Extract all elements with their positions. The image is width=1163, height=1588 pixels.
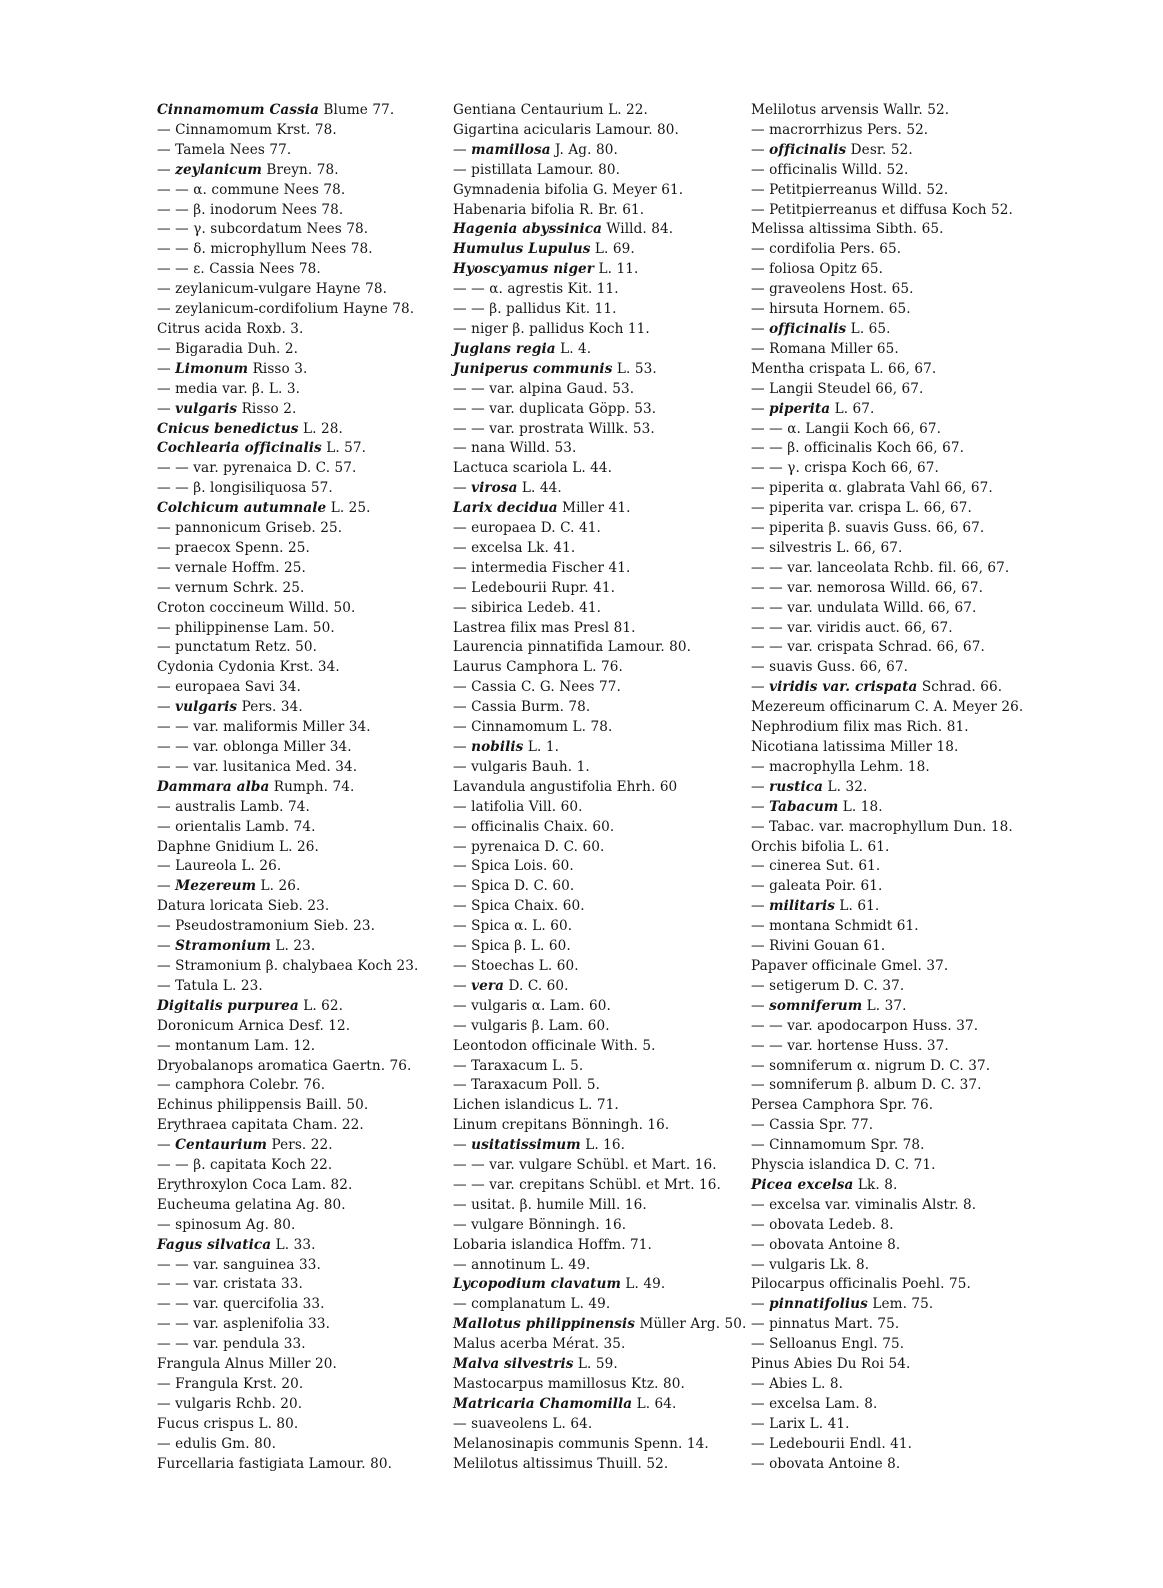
index-entry: Hyoscyamus niger L. 11.: [453, 261, 639, 278]
index-entry: Eucheuma gelatina Ag. 80.: [157, 1196, 346, 1213]
index-entry: — — γ. subcordatum Nees 78.: [157, 221, 369, 238]
index-entry: — media var. β. L. 3.: [157, 380, 300, 397]
index-entry: — officinalis Desr. 52.: [751, 141, 913, 158]
index-entry: — Cinnamomum L. 78.: [453, 719, 613, 736]
index-entry: Furcellaria fastigiata Lamour. 80.: [157, 1455, 393, 1472]
index-entry: — foliosa Opitz 65.: [751, 261, 884, 278]
index-entry: — Tabac. var. macrophyllum Dun. 18.: [751, 818, 1013, 835]
index-entry: — complanatum L. 49.: [453, 1296, 611, 1313]
index-entry: — officinalis Willd. 52.: [751, 161, 909, 178]
index-entry: — — var. crispata Schrad. 66, 67.: [751, 639, 985, 656]
index-entry: — — var. lanceolata Rchb. fil. 66, 67.: [751, 559, 1010, 576]
index-entry: — vera D. C. 60.: [453, 977, 569, 994]
index-entry: Mentha crispata L. 66, 67.: [751, 360, 937, 377]
index-entry: — Spica D. C. 60.: [453, 878, 575, 895]
index-entry: — Petitpierreanus Willd. 52.: [751, 181, 949, 198]
index-entry: Larix decidua Miller 41.: [453, 500, 631, 517]
index-entry: — usitat. β. humile Mill. 16.: [453, 1196, 647, 1213]
index-entry: — silvestris L. 66, 67.: [751, 539, 903, 556]
index-entry: Fagus silvatica L. 33.: [157, 1236, 316, 1253]
index-entry: Leontodon officinale With. 5.: [453, 1037, 656, 1054]
index-entry: Gigartina acicularis Lamour. 80.: [453, 121, 679, 138]
index-entry: — vernum Schrk. 25.: [157, 579, 305, 596]
index-entry: Croton coccineum Willd. 50.: [157, 599, 356, 616]
index-entry: — orientalis Lamb. 74.: [157, 818, 316, 835]
index-entry: — piperita α. glabrata Vahl 66, 67.: [751, 480, 993, 497]
index-entry: — Bigaradia Duh. 2.: [157, 340, 299, 357]
index-entry: — zeylanicum Breyn. 78.: [157, 161, 339, 178]
index-entry: Erythroxylon Coca Lam. 82.: [157, 1176, 353, 1193]
index-entry: — spinosum Ag. 80.: [157, 1216, 296, 1233]
index-entry: — Spica Lois. 60.: [453, 858, 574, 875]
index-entry: — Taraxacum L. 5.: [453, 1057, 584, 1074]
index-entry: — obovata Antoine 8.: [751, 1236, 901, 1253]
index-entry: — Petitpierreanus et diffusa Koch 52.: [751, 201, 1013, 218]
index-entry: — Selloanus Engl. 75.: [751, 1336, 905, 1353]
index-entry: — — var. prostrata Willk. 53.: [453, 420, 655, 437]
index-entry: — usitatissimum L. 16.: [453, 1137, 626, 1154]
index-entry: Melanosinapis communis Spenn. 14.: [453, 1435, 709, 1452]
index-entry: — — ε. Cassia Nees 78.: [157, 261, 321, 278]
index-entry: — somniferum α. nigrum D. C. 37.: [751, 1057, 991, 1074]
index-entry: Frangula Alnus Miller 20.: [157, 1356, 337, 1373]
index-entry: — — var. pyrenaica D. C. 57.: [157, 460, 357, 477]
index-entry: — vulgaris Rchb. 20.: [157, 1395, 303, 1412]
index-entry: Lavandula angustifolia Ehrh. 60: [453, 778, 678, 795]
index-entry: — — γ. crispa Koch 66, 67.: [751, 460, 939, 477]
index-entry: — virosa L. 44.: [453, 480, 562, 497]
index-entry: Gentiana Centaurium L. 22.: [453, 102, 648, 118]
index-entry: Juniperus communis L. 53.: [453, 360, 657, 377]
index-entry: Doronicum Arnica Desf. 12.: [157, 1017, 351, 1034]
index-entry: — Ledebourii Endl. 41.: [751, 1435, 913, 1452]
index-entry: — — var. hortense Huss. 37.: [751, 1037, 949, 1054]
index-entry: — macrorrhizus Pers. 52.: [751, 121, 929, 138]
index-entry: Mallotus philippinensis Müller Arg. 50.: [453, 1316, 747, 1333]
index-entry: — — β. officinalis Koch 66, 67.: [751, 440, 965, 457]
index-entry: — — var. sanguinea 33.: [157, 1256, 321, 1273]
index-entry: — Tabacum L. 18.: [751, 798, 883, 815]
index-entry: — — var. undulata Willd. 66, 67.: [751, 599, 977, 616]
index-entry: Lactuca scariola L. 44.: [453, 460, 613, 477]
index-entry: — australis Lamb. 74.: [157, 798, 310, 815]
index-entry: Linum crepitans Bönningh. 16.: [453, 1117, 670, 1134]
index-entry: — Cassia Burm. 78.: [453, 699, 591, 716]
index-entry: — Ledebourii Rupr. 41.: [453, 579, 616, 596]
index-entry: Lycopodium clavatum L. 49.: [453, 1276, 666, 1293]
index-entry: — Stramonium β. chalybaea Koch 23.: [157, 957, 419, 974]
index-entry: Persea Camphora Spr. 76.: [751, 1097, 934, 1114]
index-entry: — vulgaris α. Lam. 60.: [453, 997, 611, 1014]
index-entry: Gymnadenia bifolia G. Meyer 61.: [453, 181, 684, 198]
index-entry: Digitalis purpurea L. 62.: [157, 997, 344, 1014]
index-entry: — latifolia Vill. 60.: [453, 798, 583, 815]
index-entry: Juglans regia L. 4.: [453, 340, 592, 357]
index-entry: — vulgaris Bauh. 1.: [453, 758, 590, 775]
index-entry: — piperita L. 67.: [751, 400, 875, 417]
index-entry: — piperita β. suavis Guss. 66, 67.: [751, 520, 985, 537]
index-entry: — zeylanicum-cordifolium Hayne 78.: [157, 301, 415, 318]
index-entry: — — α. Langii Koch 66, 67.: [751, 420, 942, 437]
index-entry: — intermedia Fischer 41.: [453, 559, 631, 576]
index-entry: — pistillata Lamour. 80.: [453, 161, 621, 178]
index-entry: — — α. agrestis Kit. 11.: [453, 281, 619, 298]
index-entry: Humulus Lupulus L. 69.: [453, 241, 635, 258]
index-entry: — Stramonium L. 23.: [157, 938, 316, 955]
index-entry: — mamillosa J. Ag. 80.: [453, 141, 618, 158]
index-entry: — vulgare Bönningh. 16.: [453, 1216, 627, 1233]
index-entry: — Cinnamomum Spr. 78.: [751, 1137, 925, 1154]
index-entry: — officinalis L. 65.: [751, 320, 891, 337]
index-entry: Laurencia pinnatifida Lamour. 80.: [453, 639, 692, 656]
index-entry: — pannonicum Griseb. 25.: [157, 520, 343, 537]
index-entry: — — var. asplenifolia 33.: [157, 1316, 330, 1333]
index-entry: — montanum Lam. 12.: [157, 1037, 316, 1054]
index-entry: Cinnamomum Cassia Blume 77.: [157, 102, 395, 118]
index-entry: — — var. alpina Gaud. 53.: [453, 380, 635, 397]
index-entry: Lichen islandicus L. 71.: [453, 1097, 619, 1114]
index-entry: — excelsa Lk. 41.: [453, 539, 576, 556]
index-entry: — — var. nemorosa Willd. 66, 67.: [751, 579, 984, 596]
index-entry: — macrophylla Lehm. 18.: [751, 758, 930, 775]
index-entry: Citrus acida Roxb. 3.: [157, 320, 304, 337]
index-entry: Hagenia abyssinica Willd. 84.: [453, 221, 674, 238]
index-entry: Dryobalanops aromatica Gaertn. 76.: [157, 1057, 412, 1074]
index-entry: Nicotiana latissima Miller 18.: [751, 739, 959, 755]
index-entry: — Abies L. 8.: [751, 1376, 844, 1392]
index-entry: Lobaria islandica Hoffm. 71.: [453, 1236, 652, 1253]
index-entry: Dammara alba Rumph. 74.: [157, 778, 355, 795]
index-entry: — somniferum L. 37.: [751, 997, 907, 1014]
index-entry: — cordifolia Pers. 65.: [751, 241, 902, 258]
index-entry: — — β. inodorum Nees 78.: [157, 201, 344, 218]
index-entry: — obovata Antoine 8.: [751, 1455, 901, 1472]
index-entry: — vulgaris β. Lam. 60.: [453, 1017, 610, 1034]
index-entry: — Romana Miller 65.: [751, 340, 899, 357]
index-entry: Mezereum officinarum C. A. Meyer 26.: [751, 699, 1024, 716]
index-entry: — Limonum Risso 3.: [157, 360, 308, 377]
index-entry: — Cinnamomum Krst. 78.: [157, 121, 337, 138]
index-entry: — excelsa Lam. 8.: [751, 1395, 878, 1412]
index-entry: — Cassia Spr. 77.: [751, 1117, 874, 1134]
index-entry: — somniferum β. album D. C. 37.: [751, 1077, 982, 1094]
index-entry: — — δ. microphyllum Nees 78.: [157, 241, 373, 258]
index-entry: — zeylanicum-vulgare Hayne 78.: [157, 281, 388, 298]
index-entry: Daphne Gnidium L. 26.: [157, 838, 319, 855]
index-entry: — Cassia C. G. Nees 77.: [453, 679, 621, 696]
index-entry: — — β. longisiliquosa 57.: [157, 480, 333, 497]
index-entry: — praecox Spenn. 25.: [157, 539, 310, 556]
index-entry: Melilotus arvensis Wallr. 52.: [751, 102, 950, 118]
index-entry: — philippinense Lam. 50.: [157, 619, 335, 636]
index-entry: — montana Schmidt 61.: [751, 918, 919, 935]
index-entry: — — var. viridis auct. 66, 67.: [751, 619, 953, 636]
index-entry: — pinnatifolius Lem. 75.: [751, 1296, 934, 1313]
index-entry: Malva silvestris L. 59.: [453, 1356, 618, 1373]
index-entry: — rustica L. 32.: [751, 778, 868, 795]
index-entry: Melissa altissima Sibth. 65.: [751, 221, 944, 238]
index-entry: Matricaria Chamomilla L. 64.: [453, 1395, 677, 1412]
index-entry: — militaris L. 61.: [751, 898, 880, 915]
index-entry: — suavis Guss. 66, 67.: [751, 659, 909, 676]
index-entry: — — var. duplicata Göpp. 53.: [453, 400, 657, 417]
index-entry: — — β. capitata Koch 22.: [157, 1157, 333, 1174]
index-entry: — niger β. pallidus Koch 11.: [453, 320, 650, 337]
index-entry: — — var. cristata 33.: [157, 1276, 303, 1293]
index-entry: — vulgaris Lk. 8.: [751, 1256, 870, 1273]
index-entry: — — var. maliformis Miller 34.: [157, 719, 371, 736]
index-entry: Nephrodium filix mas Rich. 81.: [751, 719, 969, 736]
index-entry: — Mezereum L. 26.: [157, 878, 301, 895]
index-entry: Cochlearia officinalis L. 57.: [157, 440, 367, 457]
index-entry: Cnicus benedictus L. 28.: [157, 420, 343, 437]
index-entry: — piperita var. crispa L. 66, 67.: [751, 500, 972, 517]
index-entry: — — var. lusitanica Med. 34.: [157, 758, 358, 775]
index-entry: Pinus Abies Du Roi 54.: [751, 1356, 911, 1373]
index-entry: — — var. apodocarpon Huss. 37.: [751, 1017, 979, 1034]
index-entry: — vernale Hoffm. 25.: [157, 559, 306, 576]
index-entry: — Spica Chaix. 60.: [453, 898, 585, 915]
index-entry: — pyrenaica D. C. 60.: [453, 838, 605, 855]
index-entry: — viridis var. crispata Schrad. 66.: [751, 679, 1003, 696]
index-entry: — Tamela Nees 77.: [157, 141, 292, 158]
index-entry: — pinnatus Mart. 75.: [751, 1316, 900, 1333]
index-entry: — officinalis Chaix. 60.: [453, 818, 615, 835]
index-entry: — Spica β. L. 60.: [453, 938, 571, 955]
index-entry: — — β. pallidus Kit. 11.: [453, 301, 617, 318]
index-entry: Echinus philippensis Baill. 50.: [157, 1097, 369, 1114]
index-entry: — Spica α. L. 60.: [453, 918, 573, 935]
index-entry: Fucus crispus L. 80.: [157, 1415, 299, 1432]
index-entry: Mastocarpus mamillosus Ktz. 80.: [453, 1376, 685, 1392]
index-entry: — Rivini Gouan 61.: [751, 938, 886, 955]
index-entry: — Laureola L. 26.: [157, 858, 282, 875]
index-entry: — galeata Poir. 61.: [751, 878, 883, 895]
index-entry: — nana Willd. 53.: [453, 440, 577, 457]
index-entry: — vulgaris Pers. 34.: [157, 699, 303, 716]
index-entry: — — var. pendula 33.: [157, 1336, 306, 1353]
index-entry: Papaver officinale Gmel. 37.: [751, 957, 949, 974]
index-entry: — Taraxacum Poll. 5.: [453, 1077, 601, 1094]
index-entry: Erythraea capitata Cham. 22.: [157, 1117, 364, 1134]
index-entry: Lastrea filix mas Presl 81.: [453, 619, 636, 636]
index-entry: — annotinum L. 49.: [453, 1256, 591, 1273]
index-entry: — cinerea Sut. 61.: [751, 858, 881, 875]
index-entry: — vulgaris Risso 2.: [157, 400, 297, 417]
index-entry: Orchis bifolia L. 61.: [751, 838, 890, 855]
index-entry: Habenaria bifolia R. Br. 61.: [453, 201, 645, 218]
index-entry: — nobilis L. 1.: [453, 739, 559, 755]
index-entry: — — var. quercifolia 33.: [157, 1296, 325, 1313]
index-entry: — hirsuta Hornem. 65.: [751, 301, 911, 318]
index-entry: — europaea Savi 34.: [157, 679, 301, 696]
index-column-2: [453, 101, 753, 1475]
index-entry: — — var. oblonga Miller 34.: [157, 739, 352, 755]
index-entry: Pilocarpus officinalis Poehl. 75.: [751, 1276, 971, 1293]
index-entry: — europaea D. C. 41.: [453, 520, 601, 537]
index-entry: — Larix L. 41.: [751, 1415, 850, 1432]
index-entry: — — var. vulgare Schübl. et Mart. 16.: [453, 1157, 717, 1174]
index-entry: — setigerum D. C. 37.: [751, 977, 905, 994]
index-entry: — — α. commune Nees 78.: [157, 181, 346, 198]
index-entry: Laurus Camphora L. 76.: [453, 659, 623, 676]
index-entry: — Centaurium Pers. 22.: [157, 1137, 333, 1154]
index-entry: — graveolens Host. 65.: [751, 281, 914, 298]
index-entry: — excelsa var. viminalis Alstr. 8.: [751, 1196, 977, 1213]
index-column-1: [157, 101, 457, 1475]
index-entry: Melilotus altissimus Thuill. 52.: [453, 1455, 669, 1472]
index-entry: — camphora Colebr. 76.: [157, 1077, 326, 1094]
index-entry: Colchicum autumnale L. 25.: [157, 500, 371, 517]
index-entry: Datura loricata Sieb. 23.: [157, 898, 330, 915]
index-entry: — obovata Ledeb. 8.: [751, 1216, 894, 1233]
index-entry: — edulis Gm. 80.: [157, 1435, 277, 1452]
index-entry: — — var. crepitans Schübl. et Mrt. 16.: [453, 1176, 721, 1193]
index-entry: — Langii Steudel 66, 67.: [751, 380, 924, 397]
index-entry: — Pseudostramonium Sieb. 23.: [157, 918, 376, 935]
index-entry: Picea excelsa Lk. 8.: [751, 1176, 898, 1193]
index-entry: Malus acerba Mérat. 35.: [453, 1336, 626, 1353]
index-entry: — Frangula Krst. 20.: [157, 1376, 304, 1392]
index-entry: Cydonia Cydonia Krst. 34.: [157, 659, 340, 676]
index-entry: — Stoechas L. 60.: [453, 957, 579, 974]
index-entry: Physcia islandica D. C. 71.: [751, 1157, 936, 1174]
index-entry: — sibirica Ledeb. 41.: [453, 599, 602, 616]
index-entry: — suaveolens L. 64.: [453, 1415, 593, 1432]
index-entry: — punctatum Retz. 50.: [157, 639, 318, 656]
index-entry: — Tatula L. 23.: [157, 977, 263, 994]
index-column-3: [751, 101, 1051, 1475]
